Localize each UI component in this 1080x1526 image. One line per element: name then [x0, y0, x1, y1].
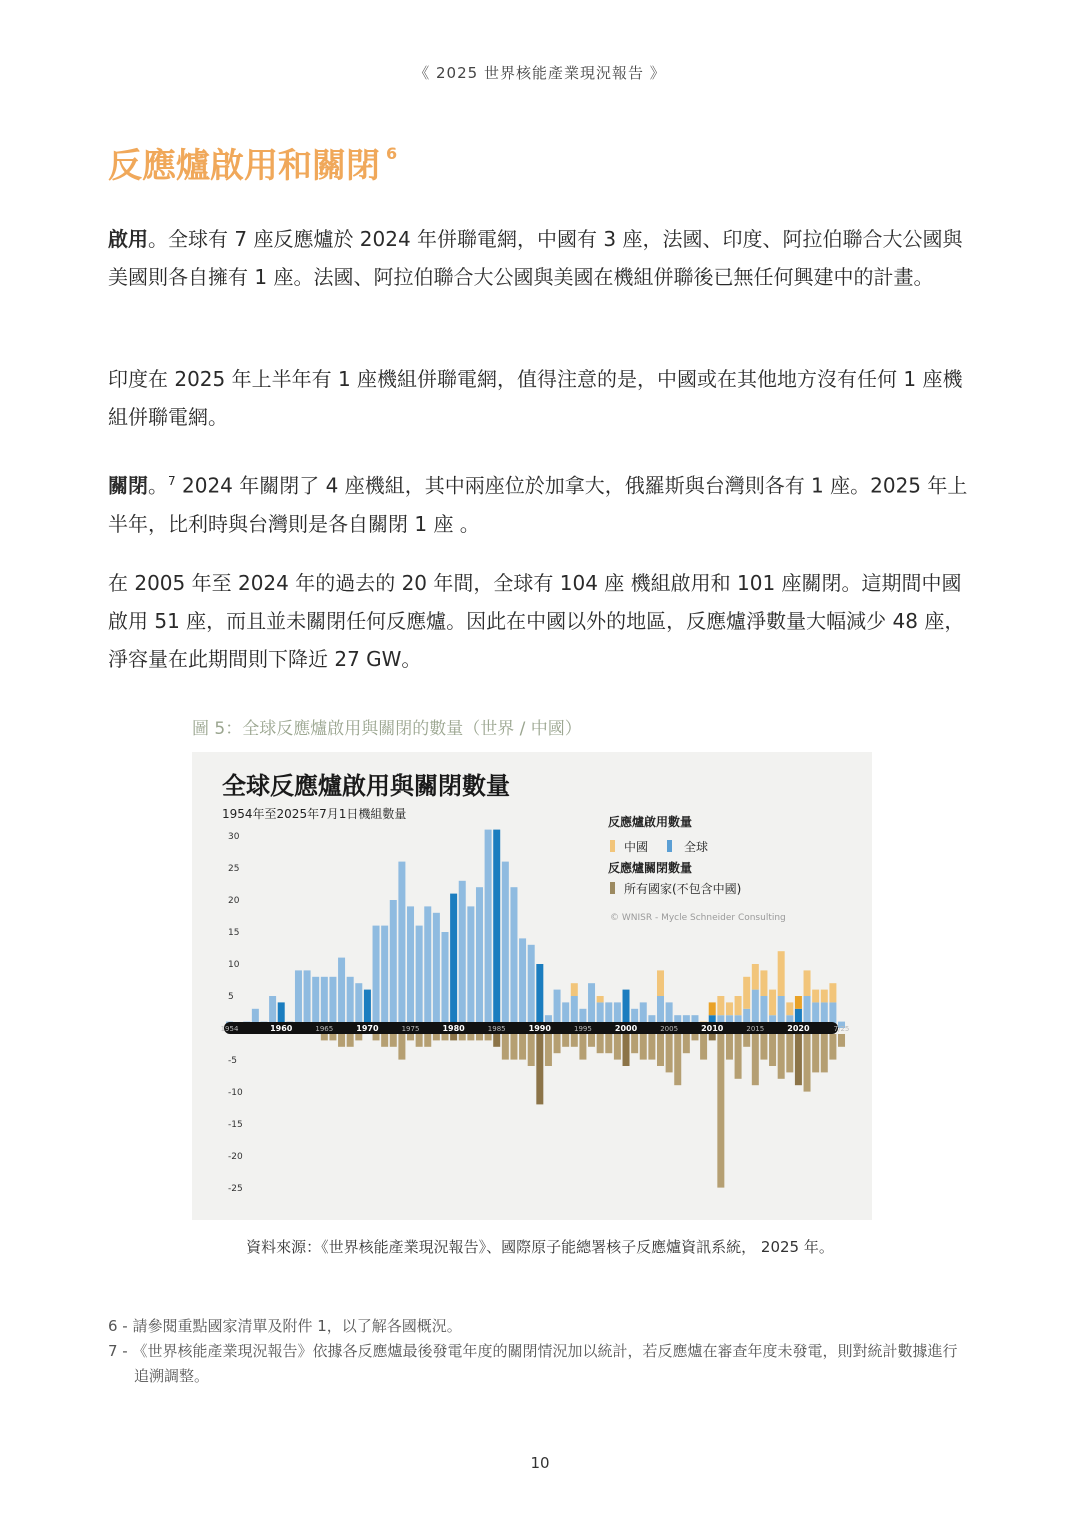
bar-closures: [769, 1034, 776, 1066]
bar-china-startups: [743, 977, 750, 1009]
bar-closures: [493, 1034, 500, 1047]
bar-closures: [338, 1034, 345, 1047]
footnote-ref-7[interactable]: 7: [168, 474, 176, 488]
x-tick-label: 2000: [614, 1024, 638, 1033]
y-tick-label: -5: [228, 1056, 237, 1066]
paragraph-startups: [108, 220, 968, 296]
bar-closures: [528, 1034, 535, 1066]
bar-closures: [821, 1034, 828, 1072]
y-tick-label: 25: [228, 864, 240, 874]
bar-world-startups: [295, 970, 302, 1028]
bar-china-startups: [769, 990, 776, 1016]
bar-world-startups: [312, 977, 319, 1028]
legend-china-swatch: [610, 840, 615, 852]
bar-world-startups: [398, 862, 405, 1028]
bar-world-startups: [493, 830, 500, 1028]
x-tick-label: 1960: [270, 1024, 293, 1033]
bar-closures: [838, 1034, 845, 1047]
bar-closures: [545, 1034, 552, 1066]
bar-closures: [786, 1034, 793, 1072]
footnotes: [108, 1314, 968, 1389]
y-tick-label: 10: [228, 960, 240, 970]
bar-china-startups: [804, 970, 811, 996]
y-tick-label: -20: [228, 1152, 243, 1162]
x-tick-label: 1980: [442, 1024, 465, 1033]
bar-closures: [804, 1034, 811, 1092]
bar-closures: [700, 1034, 707, 1060]
bar-china-startups: [829, 983, 836, 1002]
bar-closures: [597, 1034, 604, 1053]
footnote-6: 6 - 請參閱重點國家清單及附件 1，以了解各國概況。: [108, 1317, 462, 1335]
bar-closures: [424, 1034, 431, 1047]
y-tick-label: 15: [228, 928, 240, 938]
bar-china-startups: [752, 964, 759, 990]
chart-legend: [608, 814, 786, 923]
legend-china-label: 中國: [624, 840, 649, 854]
paragraph-punct: 。: [148, 473, 168, 498]
bar-closures: [442, 1034, 449, 1040]
bar-closures: [631, 1034, 638, 1053]
bar-world-startups: [329, 977, 336, 1028]
bar-closures: [467, 1034, 474, 1040]
bar-closures: [829, 1034, 836, 1060]
bar-closures: [381, 1034, 388, 1047]
bar-closures: [398, 1034, 405, 1060]
x-tick-label: 1954: [220, 1025, 239, 1033]
bar-china-startups: [786, 1002, 793, 1015]
bar-world-startups: [588, 983, 595, 1028]
bar-closures: [347, 1034, 354, 1047]
bar-world-startups: [416, 926, 423, 1028]
chart-title: 全球反應爐啟用與關閉數量: [222, 772, 510, 800]
bar-world-startups: [433, 913, 440, 1028]
legend-closure-swatch: [610, 882, 615, 894]
bar-china-startups: [657, 970, 664, 996]
paragraph-twenty-years: [108, 564, 968, 678]
bar-closures: [717, 1034, 724, 1188]
bar-closures: [812, 1034, 819, 1072]
x-tick-label: 1965: [315, 1025, 334, 1033]
bar-world-startups: [355, 983, 362, 1028]
x-tick-label: 2015: [746, 1025, 765, 1033]
bar-china-startups: [571, 983, 578, 996]
bar-world-startups: [510, 887, 517, 1028]
bar-closures: [321, 1034, 328, 1040]
bar-closures: [760, 1034, 767, 1060]
legend-world-swatch: [667, 840, 672, 852]
legend-closure-label: 所有國家(不包含中國): [624, 882, 742, 896]
legend-startup-heading: 反應爐啟用數量: [608, 815, 693, 829]
bar-china-startups: [778, 951, 785, 996]
bar-closures: [502, 1034, 509, 1060]
bar-world-startups: [502, 862, 509, 1028]
bar-closures: [623, 1034, 630, 1066]
bar-world-startups: [407, 906, 414, 1028]
bar-closures: [433, 1034, 440, 1040]
paragraph-india: [108, 360, 968, 436]
paragraph-lead-startups: 啟用: [108, 227, 148, 251]
bar-closures: [795, 1034, 802, 1085]
bar-china-startups: [795, 996, 802, 1009]
bar-world-startups: [450, 894, 457, 1028]
x-tick-label: 1995: [574, 1025, 592, 1033]
bar-closures: [536, 1034, 543, 1104]
bar-closures: [510, 1034, 517, 1060]
bar-closures: [605, 1034, 612, 1053]
bar-closures: [666, 1034, 673, 1072]
bar-world-startups: [347, 977, 354, 1028]
bar-world-startups: [536, 964, 543, 1028]
bar-closures: [562, 1034, 569, 1047]
bar-closures: [390, 1034, 397, 1047]
bar-closures: [355, 1034, 362, 1040]
bar-world-startups: [390, 900, 397, 1028]
bar-closures: [752, 1034, 759, 1085]
x-tick-label: 7/25: [833, 1025, 850, 1033]
section-title: [108, 138, 397, 187]
x-tick-label: 1970: [356, 1024, 379, 1033]
bar-closures: [709, 1034, 716, 1040]
bar-world-startups: [373, 926, 380, 1028]
bar-china-startups: [821, 990, 828, 1003]
x-tick-label: 2020: [787, 1024, 810, 1033]
bar-closures: [450, 1034, 457, 1040]
bar-closures: [571, 1034, 578, 1047]
chart-panel: [192, 752, 872, 1220]
bar-closures: [657, 1034, 664, 1066]
chart-subtitle: 1954年至2025年7月1日機組數量: [222, 807, 407, 821]
bar-closures: [726, 1034, 733, 1060]
bar-closures: [329, 1034, 336, 1040]
bar-closures: [743, 1034, 750, 1047]
section-title-text: 反應爐啟用和關閉: [108, 146, 380, 186]
x-tick-label: 2005: [660, 1025, 679, 1033]
bar-world-startups: [459, 881, 466, 1028]
bar-world-startups: [485, 830, 492, 1028]
bar-world-startups: [519, 938, 526, 1028]
bar-world-startups: [442, 932, 449, 1028]
bar-world-startups: [381, 926, 388, 1028]
y-tick-label: 20: [228, 896, 240, 906]
paragraph-text: 印度在 2025 年上半年有 1 座機組併聯電網，值得注意的是，中國或在其他地方沒有任何 1 座機組併聯電網。: [108, 367, 963, 429]
x-tick-label: 2010: [701, 1024, 724, 1033]
y-tick-label: -15: [228, 1120, 243, 1130]
bar-world-startups: [321, 977, 328, 1028]
bar-china-startups: [812, 990, 819, 1003]
bar-china-startups: [760, 970, 767, 996]
bar-closures: [476, 1034, 483, 1040]
bar-closures: [519, 1034, 526, 1060]
y-tick-label: -25: [228, 1184, 243, 1194]
footnote-ref-6[interactable]: 6: [386, 144, 398, 163]
bar-closures: [614, 1034, 621, 1060]
legend-closure-heading: 反應爐關閉數量: [608, 861, 693, 875]
footnote-7: 7 - 《世界核能產業現況報告》依據各反應爐最後發電年度的關閉情況加以統計，若反應爐在審查年度未發電，則對統計數據進行追溯調整。: [108, 1342, 958, 1385]
bar-chart: [192, 752, 872, 1220]
bar-closures: [640, 1034, 647, 1060]
bar-closures: [485, 1034, 492, 1040]
bar-china-startups: [709, 1002, 716, 1015]
y-tick-label: -10: [228, 1088, 243, 1098]
bar-closures: [588, 1034, 595, 1047]
bar-closures: [735, 1034, 742, 1079]
bar-world-startups: [467, 906, 474, 1028]
figure-source: 資料來源：《世界核能產業現況報告》、國際原子能總署核子反應爐資訊系統， 2025 年。: [246, 1238, 834, 1256]
bar-world-startups: [528, 945, 535, 1028]
paragraph-closures: [108, 462, 968, 543]
bar-world-startups: [304, 970, 311, 1028]
page-number: 10: [530, 1454, 550, 1472]
bar-world-startups: [424, 906, 431, 1028]
bar-closures: [674, 1034, 681, 1085]
bar-closures: [416, 1034, 423, 1047]
paragraph-lead-closures: 關閉: [108, 473, 148, 498]
bar-closures: [459, 1034, 466, 1040]
paragraph-text: 2024 年關閉了 4 座機組，其中兩座位於加拿大，俄羅斯與台灣則各有 1 座。2025 年上半年，比利時與台灣則是各自關閉 1 座 。: [108, 473, 968, 536]
bar-closures: [579, 1034, 586, 1060]
legend-world-label: 全球: [684, 840, 709, 854]
x-tick-label: 1985: [487, 1025, 506, 1033]
figure-caption: 圖 5：全球反應爐啟用與關閉的數量（世界 / 中國）: [192, 719, 582, 739]
x-tick-label: 1990: [528, 1024, 551, 1033]
running-header: 《 2025 世界核能產業現況報告 》: [414, 64, 666, 82]
y-tick-label: 30: [228, 832, 240, 842]
bar-china-startups: [717, 996, 724, 1015]
bar-closures: [648, 1034, 655, 1060]
bar-closures: [373, 1034, 380, 1040]
bar-world-startups: [338, 958, 345, 1028]
bar-world-startups: [476, 887, 483, 1028]
bar-closures: [778, 1034, 785, 1079]
bar-closures: [554, 1034, 561, 1053]
paragraph-text: 在 2005 年至 2024 年的過去的 20 年間，全球有 104 座 機組啟用和 101 座關閉。這期間中國啟用 51 座，而且並未關閉任何反應爐。因此在中國以外的地區，反應爐淨數量大幅減少 48 座，淨容量在此期間則下降近 27 GW。: [108, 571, 965, 671]
bar-china-startups: [735, 996, 742, 1015]
x-tick-label: 1975: [401, 1025, 420, 1033]
bar-china-startups: [726, 1002, 733, 1015]
chart-credit: © WNISR - Mycle Schneider Consulting: [610, 913, 786, 923]
bar-china-startups: [597, 996, 604, 1002]
paragraph-text: 。全球有 7 座反應爐於 2024 年併聯電網，中國有 3 座，法國、印度、阿拉伯聯合大公國與美國則各自擁有 1 座。法國、阿拉伯聯合大公國與美國在機組併聯後已無任何興建中的計畫。: [108, 227, 963, 289]
bar-closures: [407, 1034, 414, 1040]
bar-closures: [683, 1034, 690, 1053]
bar-closures: [691, 1034, 698, 1040]
y-tick-label: 5: [228, 992, 234, 1002]
